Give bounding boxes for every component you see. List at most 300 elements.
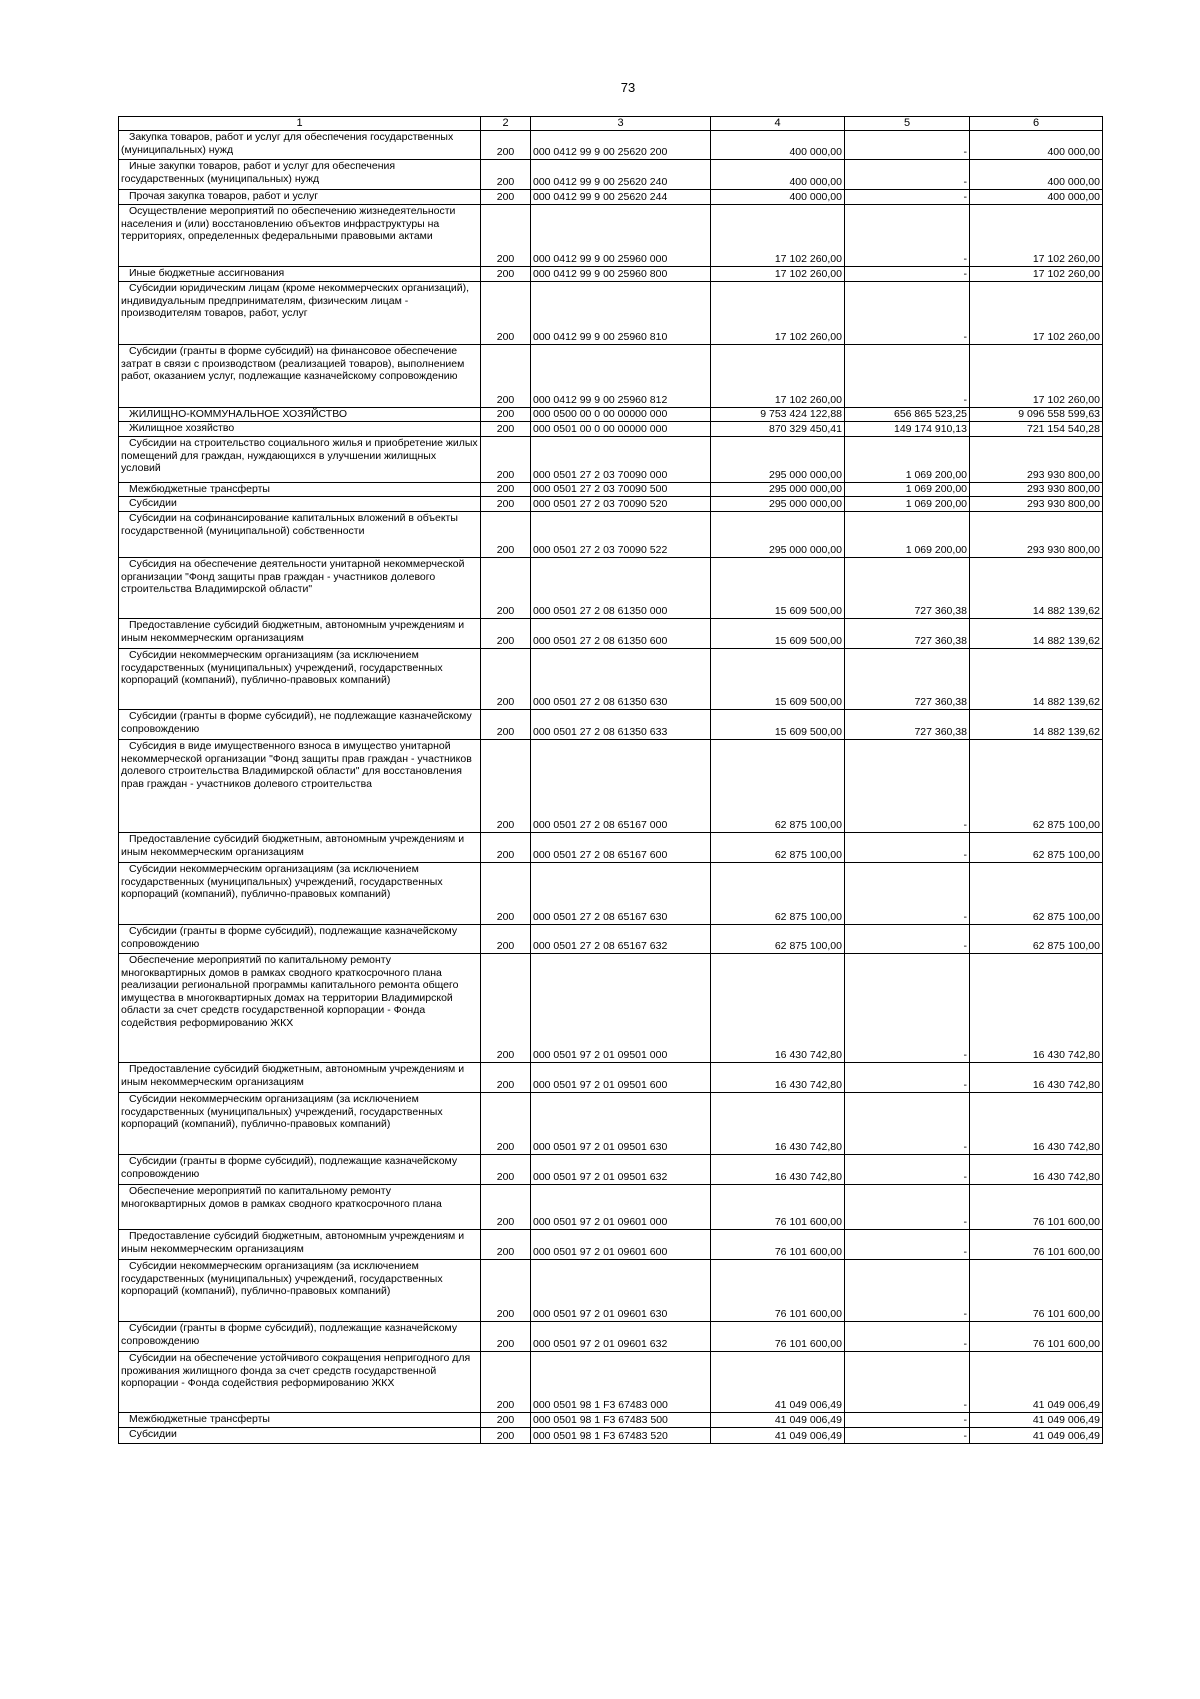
row-approved-amount-cell — [711, 925, 845, 954]
row-approved-amount-cell — [711, 1413, 845, 1428]
row-name-cell — [119, 925, 481, 954]
row-name-cell — [119, 512, 481, 558]
row-name-text: ЖИЛИЩНО-КОММУНАЛЬНОЕ ХОЗЯЙСТВО — [129, 408, 348, 420]
row-approved-amount-cell — [711, 1155, 845, 1185]
row-executed-amount-cell — [845, 1093, 970, 1155]
row-approved-amount-text: 17 102 260,00 — [774, 268, 842, 281]
row-remaining-amount-text: 41 049 006,49 — [1032, 1399, 1100, 1412]
row-admin-code-cell — [481, 1413, 531, 1428]
row-admin-code-text: 200 — [496, 605, 515, 618]
row-approved-amount-text: 76 101 600,00 — [774, 1216, 842, 1229]
row-admin-code-cell — [481, 1352, 531, 1413]
row-admin-code-text: 200 — [496, 146, 515, 159]
row-executed-amount-text: - — [963, 394, 967, 407]
table-row — [119, 160, 1103, 190]
row-admin-code-text: 200 — [496, 1171, 515, 1184]
row-name-cell — [119, 710, 481, 740]
column-header: 2 — [481, 117, 531, 131]
row-executed-amount-text: 727 360,38 — [914, 696, 967, 709]
row-executed-amount-cell — [845, 408, 970, 422]
row-executed-amount-text: - — [963, 911, 967, 924]
table-row — [119, 497, 1103, 512]
row-remaining-amount-cell — [970, 422, 1103, 437]
row-executed-amount-cell — [845, 483, 970, 497]
row-budget-code-text: 000 0412 99 9 00 25960 800 — [533, 268, 668, 281]
row-admin-code-cell — [481, 205, 531, 267]
row-budget-code-text: 000 0412 99 9 00 25960 812 — [533, 394, 668, 407]
row-budget-code-cell — [531, 740, 711, 833]
table-row — [119, 483, 1103, 497]
row-name-text: Субсидии (гранты в форме субсидий), не подлежащие казначейскому сопровождению — [121, 710, 472, 735]
row-approved-amount-text: 41 049 006,49 — [774, 1399, 842, 1412]
row-remaining-amount-cell — [970, 1155, 1103, 1185]
row-executed-amount-cell — [845, 619, 970, 649]
row-remaining-amount-text: 17 102 260,00 — [1032, 331, 1100, 344]
row-remaining-amount-text: 14 882 139,62 — [1032, 726, 1100, 739]
row-admin-code-text: 200 — [496, 1308, 515, 1321]
row-budget-code-text: 000 0501 97 2 01 09601 000 — [533, 1216, 668, 1229]
row-admin-code-cell — [481, 1428, 531, 1444]
row-executed-amount-text: - — [963, 176, 967, 189]
row-remaining-amount-text: 16 430 742,80 — [1032, 1079, 1100, 1092]
row-approved-amount-cell — [711, 1260, 845, 1322]
row-approved-amount-text: 295 000 000,00 — [769, 498, 842, 511]
row-executed-amount-text: 727 360,38 — [914, 605, 967, 618]
row-approved-amount-cell — [711, 437, 845, 483]
column-number-row — [119, 117, 1103, 131]
row-remaining-amount-cell — [970, 131, 1103, 160]
row-executed-amount-text: 149 174 910,13 — [894, 423, 967, 436]
row-approved-amount-cell — [711, 649, 845, 710]
row-executed-amount-text: - — [963, 1171, 967, 1184]
row-executed-amount-text: - — [963, 146, 967, 159]
row-executed-amount-cell — [845, 1413, 970, 1428]
row-remaining-amount-cell — [970, 408, 1103, 422]
row-name-text: Субсидии некоммерческим организациям (за исключением государственных (муниципальных) учреждений, государственных корпораций (компаний), публично-правовых компаний) — [121, 649, 443, 687]
table-row — [119, 558, 1103, 619]
row-name-cell — [119, 437, 481, 483]
row-remaining-amount-text: 14 882 139,62 — [1032, 605, 1100, 618]
table-row — [119, 649, 1103, 710]
row-executed-amount-text: - — [963, 1414, 967, 1427]
row-admin-code-cell — [481, 863, 531, 925]
row-budget-code-text: 000 0501 27 2 08 61350 633 — [533, 726, 668, 739]
row-remaining-amount-cell — [970, 160, 1103, 190]
row-budget-code-text: 000 0501 97 2 01 09601 630 — [533, 1308, 668, 1321]
row-remaining-amount-text: 721 154 540,28 — [1027, 423, 1100, 436]
table-row — [119, 512, 1103, 558]
row-admin-code-text: 200 — [496, 1246, 515, 1259]
row-name-text: Субсидии на софинансирование капитальных вложений в объекты государственной (муниципальной) собственности — [121, 512, 458, 537]
row-budget-code-cell — [531, 1260, 711, 1322]
row-executed-amount-text: - — [963, 253, 967, 266]
row-remaining-amount-text: 17 102 260,00 — [1032, 268, 1100, 281]
table-row — [119, 1352, 1103, 1413]
row-admin-code-text: 200 — [496, 408, 515, 421]
row-name-cell — [119, 205, 481, 267]
table-body — [119, 131, 1103, 1444]
row-remaining-amount-text: 16 430 742,80 — [1032, 1049, 1100, 1062]
row-name-text: Субсидии (гранты в форме субсидий), подлежащие казначейскому сопровождению — [121, 1322, 458, 1347]
row-executed-amount-cell — [845, 1260, 970, 1322]
row-executed-amount-cell — [845, 497, 970, 512]
column-header: 6 — [970, 117, 1103, 131]
row-budget-code-text: 000 0501 27 2 03 70090 522 — [533, 544, 668, 557]
row-approved-amount-text: 295 000 000,00 — [769, 469, 842, 482]
row-approved-amount-text: 16 430 742,80 — [774, 1171, 842, 1184]
row-remaining-amount-cell — [970, 437, 1103, 483]
row-executed-amount-text: - — [963, 1079, 967, 1092]
row-executed-amount-text: - — [963, 331, 967, 344]
row-approved-amount-text: 9 753 424 122,88 — [760, 408, 842, 421]
row-budget-code-cell — [531, 925, 711, 954]
row-admin-code-text: 200 — [496, 394, 515, 407]
column-header: 3 — [531, 117, 711, 131]
page-number: 73 — [620, 80, 636, 95]
row-executed-amount-text: 1 069 200,00 — [905, 544, 967, 557]
row-budget-code-text: 000 0501 97 2 01 09601 600 — [533, 1246, 668, 1259]
row-budget-code-cell — [531, 1185, 711, 1230]
row-admin-code-cell — [481, 1230, 531, 1260]
row-admin-code-cell — [481, 1322, 531, 1352]
row-admin-code-text: 200 — [496, 696, 515, 709]
row-admin-code-text: 200 — [496, 191, 515, 204]
row-executed-amount-text: - — [963, 1430, 967, 1443]
row-executed-amount-text: 1 069 200,00 — [905, 498, 967, 511]
row-name-text: Субсидии (гранты в форме субсидий), подлежащие казначейскому сопровождению — [121, 925, 458, 950]
row-admin-code-cell — [481, 710, 531, 740]
row-approved-amount-cell — [711, 954, 845, 1063]
row-approved-amount-text: 17 102 260,00 — [774, 331, 842, 344]
row-name-text: Субсидии — [129, 497, 177, 509]
row-budget-code-cell — [531, 1230, 711, 1260]
row-name-cell — [119, 1185, 481, 1230]
row-budget-code-cell — [531, 1428, 711, 1444]
row-budget-code-text: 000 0500 00 0 00 00000 000 — [533, 408, 668, 421]
row-admin-code-text: 200 — [496, 469, 515, 482]
row-approved-amount-cell — [711, 1063, 845, 1093]
row-remaining-amount-text: 16 430 742,80 — [1032, 1141, 1100, 1154]
row-remaining-amount-text: 293 930 800,00 — [1027, 544, 1100, 557]
row-name-text: Обеспечение мероприятий по капитальному ремонту многоквартирных домов в рамках сводного краткосрочного плана реализации региональной программы капитального ремонта общего имущества в многоквартирных домах на территории Владимирской области за счет средств государственной корпорации - Фонда содействия реформированию ЖКХ — [121, 954, 459, 1029]
row-approved-amount-cell — [711, 422, 845, 437]
row-name-cell — [119, 1260, 481, 1322]
row-admin-code-text: 200 — [496, 268, 515, 281]
row-name-text: Субсидии — [129, 1428, 177, 1440]
row-approved-amount-cell — [711, 190, 845, 205]
row-remaining-amount-cell — [970, 483, 1103, 497]
row-name-cell — [119, 1155, 481, 1185]
row-approved-amount-cell — [711, 1093, 845, 1155]
row-remaining-amount-text: 76 101 600,00 — [1032, 1246, 1100, 1259]
row-name-cell — [119, 1413, 481, 1428]
row-admin-code-text: 200 — [496, 1399, 515, 1412]
row-budget-code-cell — [531, 345, 711, 408]
row-name-text: Субсидии (гранты в форме субсидий) на финансовое обеспечение затрат в связи с производством (реализацией товаров), выполнением работ, оказанием услуг, подлежащие казначейскому сопровождению — [121, 345, 465, 383]
row-approved-amount-cell — [711, 1352, 845, 1413]
row-admin-code-text: 200 — [496, 253, 515, 266]
row-budget-code-cell — [531, 190, 711, 205]
row-remaining-amount-text: 62 875 100,00 — [1032, 911, 1100, 924]
row-approved-amount-cell — [711, 408, 845, 422]
row-budget-code-cell — [531, 1093, 711, 1155]
row-budget-code-cell — [531, 282, 711, 345]
row-executed-amount-text: 1 069 200,00 — [905, 469, 967, 482]
row-executed-amount-cell — [845, 925, 970, 954]
row-budget-code-text: 000 0412 99 9 00 25620 244 — [533, 191, 668, 204]
row-admin-code-text: 200 — [496, 940, 515, 953]
table-row — [119, 1413, 1103, 1428]
row-admin-code-text: 200 — [496, 1216, 515, 1229]
row-remaining-amount-cell — [970, 619, 1103, 649]
row-budget-code-text: 000 0501 27 2 08 65167 000 — [533, 819, 668, 832]
row-remaining-amount-cell — [970, 205, 1103, 267]
row-budget-code-text: 000 0501 27 2 03 70090 500 — [533, 483, 668, 496]
row-remaining-amount-cell — [970, 863, 1103, 925]
row-remaining-amount-cell — [970, 345, 1103, 408]
table-row — [119, 710, 1103, 740]
row-admin-code-cell — [481, 437, 531, 483]
row-name-text: Закупка товаров, работ и услуг для обеспечения государственных (муниципальных) нужд — [121, 131, 454, 156]
row-remaining-amount-cell — [970, 1260, 1103, 1322]
row-remaining-amount-text: 14 882 139,62 — [1032, 696, 1100, 709]
row-executed-amount-text: - — [963, 1338, 967, 1351]
row-budget-code-cell — [531, 863, 711, 925]
table-row — [119, 619, 1103, 649]
table-row — [119, 833, 1103, 863]
row-approved-amount-cell — [711, 483, 845, 497]
row-executed-amount-text: - — [963, 268, 967, 281]
row-remaining-amount-cell — [970, 710, 1103, 740]
row-remaining-amount-cell — [970, 497, 1103, 512]
row-budget-code-text: 000 0501 27 2 08 65167 630 — [533, 911, 668, 924]
row-approved-amount-text: 15 609 500,00 — [774, 605, 842, 618]
row-name-text: Жилищное хозяйство — [129, 422, 235, 434]
row-executed-amount-text: 1 069 200,00 — [905, 483, 967, 496]
row-executed-amount-cell — [845, 160, 970, 190]
row-executed-amount-cell — [845, 422, 970, 437]
table-row — [119, 1093, 1103, 1155]
row-name-cell — [119, 190, 481, 205]
row-remaining-amount-cell — [970, 512, 1103, 558]
row-remaining-amount-cell — [970, 954, 1103, 1063]
table-row — [119, 1063, 1103, 1093]
row-approved-amount-text: 16 430 742,80 — [774, 1141, 842, 1154]
row-admin-code-cell — [481, 1185, 531, 1230]
row-budget-code-cell — [531, 710, 711, 740]
row-name-text: Предоставление субсидий бюджетным, автономным учреждениям и иным некоммерческим организациям — [121, 1063, 465, 1088]
row-executed-amount-cell — [845, 512, 970, 558]
row-name-cell — [119, 131, 481, 160]
row-name-cell — [119, 1230, 481, 1260]
row-approved-amount-cell — [711, 619, 845, 649]
row-approved-amount-cell — [711, 1322, 845, 1352]
row-remaining-amount-cell — [970, 1093, 1103, 1155]
row-budget-code-text: 000 0501 27 2 08 65167 600 — [533, 849, 668, 862]
row-admin-code-text: 200 — [496, 911, 515, 924]
table-row — [119, 1230, 1103, 1260]
row-approved-amount-text: 62 875 100,00 — [774, 849, 842, 862]
row-approved-amount-cell — [711, 345, 845, 408]
row-admin-code-text: 200 — [496, 423, 515, 436]
row-name-cell — [119, 954, 481, 1063]
row-name-cell — [119, 160, 481, 190]
row-executed-amount-cell — [845, 282, 970, 345]
row-admin-code-text: 200 — [496, 176, 515, 189]
row-executed-amount-cell — [845, 1155, 970, 1185]
row-admin-code-cell — [481, 1093, 531, 1155]
row-budget-code-text: 000 0501 98 1 F3 67483 520 — [533, 1430, 668, 1443]
row-approved-amount-text: 17 102 260,00 — [774, 253, 842, 266]
row-name-text: Предоставление субсидий бюджетным, автономным учреждениям и иным некоммерческим организациям — [121, 1230, 465, 1255]
row-remaining-amount-text: 41 049 006,49 — [1032, 1430, 1100, 1443]
row-admin-code-text: 200 — [496, 1338, 515, 1351]
row-name-cell — [119, 282, 481, 345]
row-budget-code-text: 000 0501 27 2 08 61350 600 — [533, 635, 668, 648]
row-approved-amount-text: 76 101 600,00 — [774, 1246, 842, 1259]
row-admin-code-cell — [481, 558, 531, 619]
table-row — [119, 267, 1103, 282]
row-approved-amount-cell — [711, 497, 845, 512]
row-budget-code-cell — [531, 558, 711, 619]
row-approved-amount-text: 295 000 000,00 — [769, 544, 842, 557]
row-remaining-amount-cell — [970, 1352, 1103, 1413]
row-admin-code-cell — [481, 1063, 531, 1093]
row-name-text: Иные закупки товаров, работ и услуг для обеспечения государственных (муниципальных) нужд — [121, 160, 396, 185]
row-approved-amount-cell — [711, 267, 845, 282]
row-budget-code-cell — [531, 833, 711, 863]
row-remaining-amount-text: 76 101 600,00 — [1032, 1216, 1100, 1229]
row-admin-code-cell — [481, 131, 531, 160]
row-name-cell — [119, 1352, 481, 1413]
row-admin-code-cell — [481, 925, 531, 954]
row-name-text: Иные бюджетные ассигнования — [129, 267, 285, 279]
row-executed-amount-cell — [845, 954, 970, 1063]
row-admin-code-cell — [481, 282, 531, 345]
row-approved-amount-text: 76 101 600,00 — [774, 1338, 842, 1351]
row-approved-amount-text: 41 049 006,49 — [774, 1414, 842, 1427]
row-admin-code-cell — [481, 267, 531, 282]
table-row — [119, 1260, 1103, 1322]
row-budget-code-text: 000 0501 97 2 01 09601 632 — [533, 1338, 668, 1351]
row-approved-amount-cell — [711, 282, 845, 345]
row-admin-code-text: 200 — [496, 1414, 515, 1427]
row-name-text: Субсидии некоммерческим организациям (за исключением государственных (муниципальных) учреждений, государственных корпораций (компаний), публично-правовых компаний) — [121, 863, 443, 901]
row-name-cell — [119, 619, 481, 649]
row-remaining-amount-cell — [970, 1428, 1103, 1444]
row-executed-amount-cell — [845, 1063, 970, 1093]
row-remaining-amount-text: 62 875 100,00 — [1032, 819, 1100, 832]
row-executed-amount-cell — [845, 190, 970, 205]
row-name-text: Обеспечение мероприятий по капитальному ремонту многоквартирных домов в рамках сводного краткосрочного плана — [121, 1185, 442, 1210]
row-remaining-amount-text: 293 930 800,00 — [1027, 483, 1100, 496]
budget-table — [118, 116, 1103, 1444]
row-remaining-amount-text: 400 000,00 — [1047, 191, 1100, 204]
row-remaining-amount-text: 293 930 800,00 — [1027, 498, 1100, 511]
row-budget-code-cell — [531, 205, 711, 267]
row-admin-code-cell — [481, 422, 531, 437]
row-name-cell — [119, 649, 481, 710]
row-name-cell — [119, 483, 481, 497]
row-admin-code-cell — [481, 833, 531, 863]
row-remaining-amount-text: 9 096 558 599,63 — [1018, 408, 1100, 421]
table-row — [119, 925, 1103, 954]
row-remaining-amount-text: 16 430 742,80 — [1032, 1171, 1100, 1184]
row-approved-amount-cell — [711, 1428, 845, 1444]
row-remaining-amount-cell — [970, 649, 1103, 710]
row-budget-code-text: 000 0501 97 2 01 09501 632 — [533, 1171, 668, 1184]
row-name-text: Субсидия на обеспечение деятельности унитарной некоммерческой организации "Фонд защиты прав граждан - участников долевого строительства Владимирской области" — [121, 558, 465, 596]
row-remaining-amount-text: 76 101 600,00 — [1032, 1308, 1100, 1321]
row-admin-code-cell — [481, 954, 531, 1063]
row-approved-amount-cell — [711, 558, 845, 619]
row-budget-code-cell — [531, 1352, 711, 1413]
row-admin-code-cell — [481, 1260, 531, 1322]
table-row — [119, 740, 1103, 833]
row-admin-code-cell — [481, 497, 531, 512]
row-name-cell — [119, 408, 481, 422]
row-executed-amount-cell — [845, 740, 970, 833]
row-admin-code-text: 200 — [496, 1079, 515, 1092]
row-budget-code-text: 000 0412 99 9 00 25620 200 — [533, 146, 668, 159]
table-row — [119, 408, 1103, 422]
row-name-text: Субсидии на обеспечение устойчивого сокращения непригодного для проживания жилищного фонда за счет средств государственной корпорации - Фонда содействия реформированию ЖКХ — [121, 1352, 471, 1390]
row-name-text: Субсидия в виде имущественного взноса в имущество унитарной некоммерческой организации "Фонд защиты прав граждан - участников долевого строительства Владимирской области" для восстановления прав граждан - участников долевого строительства — [121, 740, 472, 790]
row-budget-code-text: 000 0501 98 1 F3 67483 000 — [533, 1399, 668, 1412]
row-admin-code-text: 200 — [496, 1430, 515, 1443]
row-budget-code-cell — [531, 649, 711, 710]
row-budget-code-cell — [531, 131, 711, 160]
row-budget-code-text: 000 0501 97 2 01 09501 600 — [533, 1079, 668, 1092]
row-approved-amount-text: 76 101 600,00 — [774, 1308, 842, 1321]
row-approved-amount-cell — [711, 160, 845, 190]
row-name-cell — [119, 1063, 481, 1093]
row-admin-code-text: 200 — [496, 635, 515, 648]
row-approved-amount-text: 15 609 500,00 — [774, 726, 842, 739]
row-executed-amount-text: - — [963, 1141, 967, 1154]
row-admin-code-cell — [481, 649, 531, 710]
table-row — [119, 863, 1103, 925]
table-row — [119, 954, 1103, 1063]
row-executed-amount-text: - — [963, 1049, 967, 1062]
row-name-cell — [119, 497, 481, 512]
row-name-cell — [119, 1093, 481, 1155]
row-budget-code-cell — [531, 1063, 711, 1093]
row-approved-amount-cell — [711, 740, 845, 833]
table-header — [119, 117, 1103, 131]
row-budget-code-text: 000 0501 27 2 08 65167 632 — [533, 940, 668, 953]
table-row — [119, 205, 1103, 267]
row-remaining-amount-cell — [970, 1322, 1103, 1352]
row-name-cell — [119, 422, 481, 437]
row-remaining-amount-cell — [970, 558, 1103, 619]
row-remaining-amount-text: 17 102 260,00 — [1032, 253, 1100, 266]
row-executed-amount-cell — [845, 1428, 970, 1444]
row-approved-amount-text: 400 000,00 — [789, 191, 842, 204]
row-executed-amount-cell — [845, 833, 970, 863]
row-name-cell — [119, 740, 481, 833]
row-approved-amount-cell — [711, 833, 845, 863]
row-name-text: Осуществление мероприятий по обеспечению жизнедеятельности населения и (или) восстановлению объектов инфраструктуры на территориях, определенных федеральными правовыми актами — [121, 205, 456, 243]
row-executed-amount-text: - — [963, 819, 967, 832]
row-admin-code-cell — [481, 345, 531, 408]
row-approved-amount-cell — [711, 131, 845, 160]
row-name-text: Межбюджетные трансферты — [129, 483, 270, 495]
row-executed-amount-text: 727 360,38 — [914, 635, 967, 648]
row-budget-code-text: 000 0412 99 9 00 25960 810 — [533, 331, 668, 344]
row-name-text: Субсидии юридическим лицам (кроме некоммерческих организаций), индивидуальным предпринимателям, физическим лицам - производителям товаров, работ, услуг — [121, 282, 470, 320]
row-approved-amount-text: 62 875 100,00 — [774, 819, 842, 832]
